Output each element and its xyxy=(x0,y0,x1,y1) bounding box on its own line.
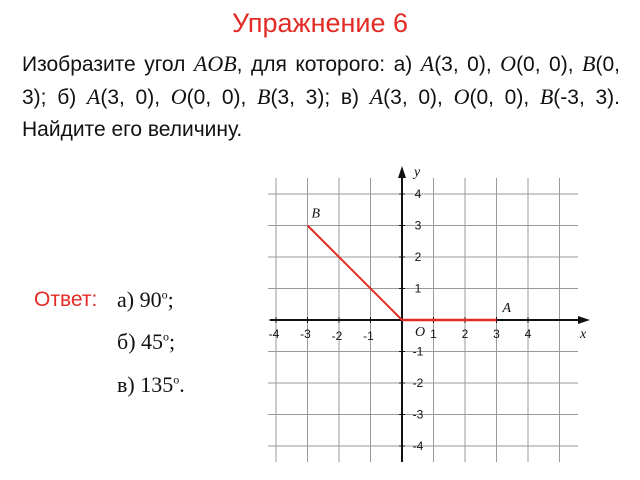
point-letter: A xyxy=(369,84,384,109)
x-tick-label: 4 xyxy=(524,327,532,341)
ray-ob xyxy=(308,226,403,321)
y-tick-label: -2 xyxy=(412,376,424,390)
coords: (0, 0), xyxy=(469,86,540,109)
point-letter: A xyxy=(86,84,101,109)
point-letter: A xyxy=(420,51,435,76)
coords: (3, 0), xyxy=(100,86,171,109)
point-letter: O xyxy=(453,84,470,109)
y-tick-label: 1 xyxy=(414,281,422,296)
point-letter: B xyxy=(582,51,596,76)
y-tick-label: -3 xyxy=(412,407,424,422)
answer-punct: ; xyxy=(169,329,176,354)
answer-value: в) 135 xyxy=(117,372,174,397)
x-tick-label: -3 xyxy=(300,327,311,341)
coords: (0, 0), xyxy=(516,53,583,76)
answer-label: Ответ: xyxy=(34,288,98,311)
x-tick-label: -1 xyxy=(363,329,374,343)
point-letter: O xyxy=(500,51,517,76)
answer-value: а) 90 xyxy=(117,287,162,312)
y-tick-label: 4 xyxy=(414,187,422,201)
coords: (-3, 3). Найдите его величину. xyxy=(22,86,620,141)
answer-punct: ; xyxy=(167,287,174,312)
point-a-label: A xyxy=(502,301,512,316)
angle-name: AOB xyxy=(193,51,237,76)
x-tick-label: 2 xyxy=(461,327,469,341)
degree-mark: o xyxy=(163,329,170,344)
answer-value: б) 45 xyxy=(117,329,164,354)
point-letter: B xyxy=(539,84,554,109)
coords: (0, 0), xyxy=(186,86,258,109)
point-letter: B xyxy=(257,84,271,109)
y-tick-label: -1 xyxy=(412,344,424,359)
x-tick-label: 1 xyxy=(430,327,437,341)
y-tick-label: 3 xyxy=(414,218,422,233)
coords: (3, 3); в) xyxy=(270,86,370,109)
coords: (3, 0), xyxy=(383,86,454,109)
origin-label: O xyxy=(415,325,426,340)
x-axis-arrow xyxy=(578,316,590,324)
x-axis-name: x xyxy=(580,327,587,342)
degree-mark: o xyxy=(161,287,168,302)
task-part: Изобразите угол xyxy=(22,53,194,76)
y-axis-arrow xyxy=(398,166,406,178)
answer-punct: . xyxy=(179,372,185,397)
y-tick-label: -4 xyxy=(412,439,424,453)
x-tick-label: -4 xyxy=(268,327,280,341)
coords: (0, 3); б) xyxy=(22,53,621,109)
degree-mark: o xyxy=(173,372,180,387)
exercise-title: Упражнение 6 xyxy=(231,8,409,38)
point-letter: O xyxy=(170,84,187,109)
point-b-label: B xyxy=(311,206,321,222)
coords: (3, 0), xyxy=(434,53,501,76)
x-tick-label: -2 xyxy=(331,329,343,343)
y-axis-name: y xyxy=(414,165,421,180)
x-tick-label: 3 xyxy=(493,327,500,341)
task-part: , для которого: а) xyxy=(236,53,421,76)
y-tick-label: 2 xyxy=(414,250,422,264)
